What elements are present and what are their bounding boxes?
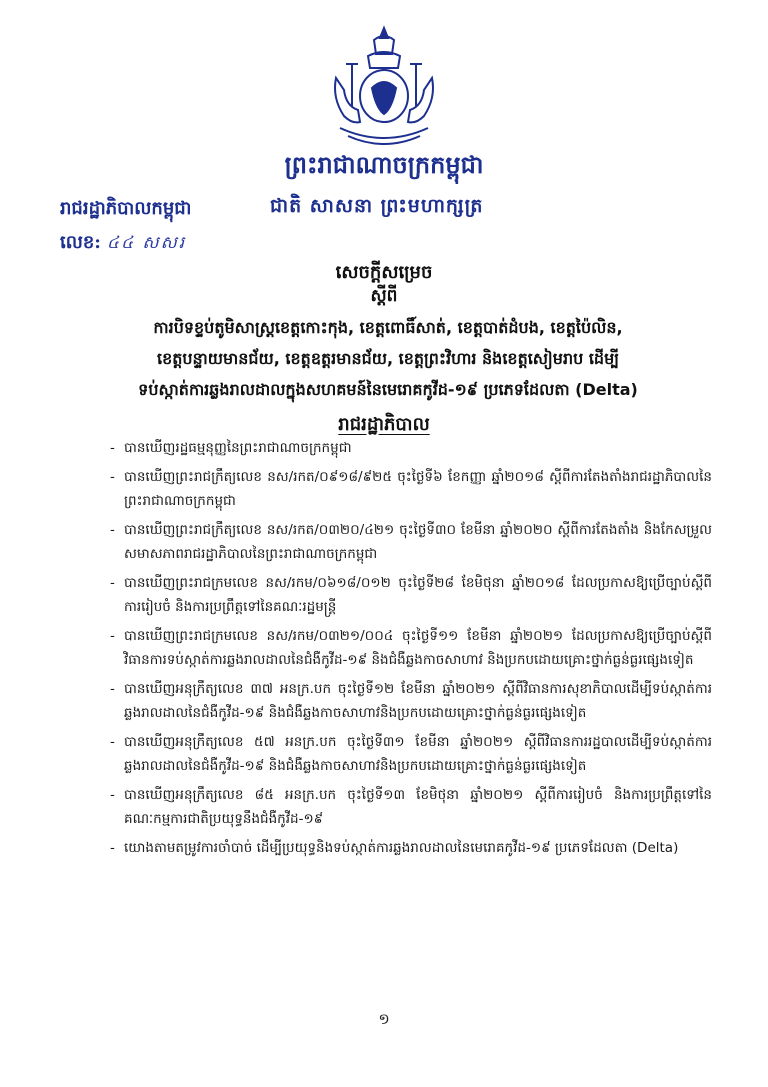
- clause-text: បានឃើញព្រះរាជក្រមលេខ នស/រកម/០៣២១/០០៤ ចុះថ្ងៃទី១១ ខែមីនា ឆ្នាំ២០២១ ដែលប្រកាសឱ្យប្រើច្បាប់ស្ដីពីវិធានការទប់ស្កាត់ការឆ្លងរាលដាលនៃជំងឺកូវីដ-១៩ និងជំងឺឆ្លងកាចសាហាវ និងប្រកបដោយគ្រោះថ្នាក់ធ្ងន់ធ្ងរផ្សេងទៀត: [124, 628, 712, 668]
- clause-text: បានឃើញអនុក្រឹត្យលេខ ៣៧ អនក្រ.បក ចុះថ្ងៃទី១២ ខែមីនា ឆ្នាំ២០២១ ស្ដីពីវិធានការសុខាភិបាលដើម្បីទប់ស្កាត់ការឆ្លងរាលដាលនៃជំងឺកូវីដ-១៩ និងជំងឺឆ្លងកាចសាហាវនិងប្រកបដោយគ្រោះថ្នាក់ធ្ងន់ធ្ងរផ្សេងទៀត: [124, 681, 712, 721]
- clause-text: បានឃើញរដ្ឋធម្មនុញ្ញនៃព្រះរាជាណាចក្រកម្ពុជា: [124, 440, 352, 456]
- clause-item: - បានឃើញរដ្ឋធម្មនុញ្ញនៃព្រះរាជាណាចក្រកម្ពុជា: [110, 440, 352, 456]
- clause-item: - បានឃើញព្រះរាជក្រឹត្យលេខ នស/រកត/០៩១៨/៩២៥ ចុះថ្ងៃទី៦ ខែកញ្ញា ឆ្នាំ២០១៨ ស្ដីពីការតែងតាំងរាជរដ្ឋាភិបាលនៃព្រះរាជាណាចក្រកម្ពុជា: [110, 469, 712, 509]
- subject-line: ទប់ស្កាត់ការឆ្លងរាលដាលក្នុងសហគមន៍នៃមេរោគកូវីដ-១៩ ប្រភេទដែលតា (Delta): [138, 380, 638, 399]
- clause-text: បានឃើញព្រះរាជក្រឹត្យលេខ នស/រកត/០៣២០/៤២១ ចុះថ្ងៃទី៣០ ខែមីនា ឆ្នាំ២០២០ ស្ដីពីការតែងតាំង និងកែសម្រួលសមាសភាពរាជរដ្ឋាភិបាលនៃព្រះរាជាណាចក្រកម្ពុជា: [124, 522, 712, 562]
- clause-text: បានឃើញព្រះរាជក្រមលេខ នស/រកម/០៦១៨/០១២ ចុះថ្ងៃទី២៨ ខែមិថុនា ឆ្នាំ២០១៨ ដែលប្រកាសឱ្យប្រើច្បាប់ស្ដីពីការរៀបចំ និងការប្រព្រឹត្តទៅនៃគណៈរដ្ឋមន្ត្រី: [124, 575, 712, 615]
- clause-text: បានឃើញព្រះរាជក្រឹត្យលេខ នស/រកត/០៩១៨/៩២៥ ចុះថ្ងៃទី៦ ខែកញ្ញា ឆ្នាំ២០១៨ ស្ដីពីការតែងតាំងរាជរដ្ឋាភិបាលនៃព្រះរាជាណាចក្រកម្ពុជា: [124, 469, 712, 509]
- reference-label: លេខ:: [60, 232, 101, 253]
- clause-item: - បានឃើញព្រះរាជក្រមលេខ នស/រកម/០៦១៨/០១២ ចុះថ្ងៃទី២៨ ខែមិថុនា ឆ្នាំ២០១៨ ដែលប្រកាសឱ្យប្រើច្បាប់ស្ដីពីការរៀបចំ និងការប្រព្រឹត្តទៅនៃគណៈរដ្ឋមន្ត្រី: [110, 575, 712, 615]
- clause-item: - បានឃើញអនុក្រឹត្យលេខ ៨៥ អនក្រ.បក ចុះថ្ងៃទី១៣ ខែមិថុនា ឆ្នាំ២០២១ ស្ដីពីការរៀបចំ និងការប្រព្រឹត្តទៅនៃគណៈកម្មការជាតិប្រយុទ្ធនឹងជំងឺកូវីដ-១៩: [110, 787, 712, 827]
- document-type-title: សេចក្ដីសម្រេច: [335, 262, 433, 283]
- issuer-heading: រាជរដ្ឋាភិបាល: [338, 414, 430, 435]
- clause-item: - យោងតាមតម្រូវការចាំបាច់ ដើម្បីប្រយុទ្ធនិងទប់ស្កាត់ការឆ្លងរាលដាលនៃមេរោគកូវីដ-១៩ ប្រភេទដែលតា (Delta): [110, 840, 679, 856]
- clause-item: - បានឃើញអនុក្រឹត្យលេខ ៥៧ អនក្រ.បក ចុះថ្ងៃទី៣១ ខែមីនា ឆ្នាំ២០២១ ស្ដីពីវិធានការរដ្ឋបាលដើម្បីទប់ស្កាត់ការឆ្លងរាលដាលនៃជំងឺកូវីដ-១៩ និងជំងឺឆ្លងកាចសាហាវនិងប្រកបដោយគ្រោះថ្នាក់ធ្ងន់ធ្ងរផ្សេងទៀត: [110, 734, 712, 774]
- reference-value: ៤៤ សសរ: [106, 233, 187, 253]
- reference-number: [60, 230, 186, 257]
- clause-text: យោងតាមតម្រូវការចាំបាច់ ដើម្បីប្រយុទ្ធនិងទប់ស្កាត់ការឆ្លងរាលដាលនៃមេរោគកូវីដ-១៩ ប្រភេទដែលតា (Delta): [124, 840, 679, 856]
- about-label: ស្ដីពី: [370, 286, 398, 306]
- royal-arms-emblem-icon: [322, 24, 446, 154]
- national-motto: ជាតិ សាសនា ព្រះមហាក្សត្រ: [270, 195, 484, 217]
- clause-item: - បានឃើញព្រះរាជក្រមលេខ នស/រកម/០៣២១/០០៤ ចុះថ្ងៃទី១១ ខែមីនា ឆ្នាំ២០២១ ដែលប្រកាសឱ្យប្រើច្បាប់ស្ដីពីវិធានការទប់ស្កាត់ការឆ្លងរាលដាលនៃជំងឺកូវីដ-១៩ និងជំងឺឆ្លងកាចសាហាវ និងប្រកបដោយគ្រោះថ្នាក់ធ្ងន់ធ្ងរផ្សេងទៀត: [110, 628, 712, 668]
- kingdom-heading: ព្រះរាជាណាចក្រកម្ពុជា: [284, 150, 484, 179]
- decision-subject: [58, 312, 718, 405]
- government-label: រាជរដ្ឋាភិបាលកម្ពុជា: [60, 198, 192, 219]
- subject-line: ការបិទខ្ទប់តូមិសាស្ត្រខេត្តកោះកុង, ខេត្តពោធិ៍សាត់, ខេត្តបាត់ដំបង, ខេត្តប៉ៃលិន,: [153, 318, 623, 337]
- clause-text: បានឃើញអនុក្រឹត្យលេខ ៨៥ អនក្រ.បក ចុះថ្ងៃទី១៣ ខែមិថុនា ឆ្នាំ២០២១ ស្ដីពីការរៀបចំ និងការប្រព្រឹត្តទៅនៃគណៈកម្មការជាតិប្រយុទ្ធនឹងជំងឺកូវីដ-១៩: [124, 787, 712, 827]
- clause-item: - បានឃើញព្រះរាជក្រឹត្យលេខ នស/រកត/០៣២០/៤២១ ចុះថ្ងៃទី៣០ ខែមីនា ឆ្នាំ២០២០ ស្ដីពីការតែងតាំង និងកែសម្រួលសមាសភាពរាជរដ្ឋាភិបាលនៃព្រះរាជាណាចក្រកម្ពុជា: [110, 522, 712, 562]
- clause-text: បានឃើញអនុក្រឹត្យលេខ ៥៧ អនក្រ.បក ចុះថ្ងៃទី៣១ ខែមីនា ឆ្នាំ២០២១ ស្ដីពីវិធានការរដ្ឋបាលដើម្បីទប់ស្កាត់ការឆ្លងរាលដាលនៃជំងឺកូវីដ-១៩ និងជំងឺឆ្លងកាចសាហាវនិងប្រកបដោយគ្រោះថ្នាក់ធ្ងន់ធ្ងរផ្សេងទៀត: [124, 734, 712, 774]
- subject-line: ខេត្តបន្ទាយមានជ័យ, ខេត្តឧត្តរមានជ័យ, ខេត្តព្រះវិហារ និងខេត្តសៀមរាប ដើម្បី: [156, 349, 619, 368]
- page-number: ១: [378, 1010, 390, 1028]
- clause-item: - បានឃើញអនុក្រឹត្យលេខ ៣៧ អនក្រ.បក ចុះថ្ងៃទី១២ ខែមីនា ឆ្នាំ២០២១ ស្ដីពីវិធានការសុខាភិបាលដើម្បីទប់ស្កាត់ការឆ្លងរាលដាលនៃជំងឺកូវីដ-១៩ និងជំងឺឆ្លងកាចសាហាវនិងប្រកបដោយគ្រោះថ្នាក់ធ្ងន់ធ្ងរផ្សេងទៀត: [110, 681, 712, 721]
- preamble-clauses: [110, 436, 712, 865]
